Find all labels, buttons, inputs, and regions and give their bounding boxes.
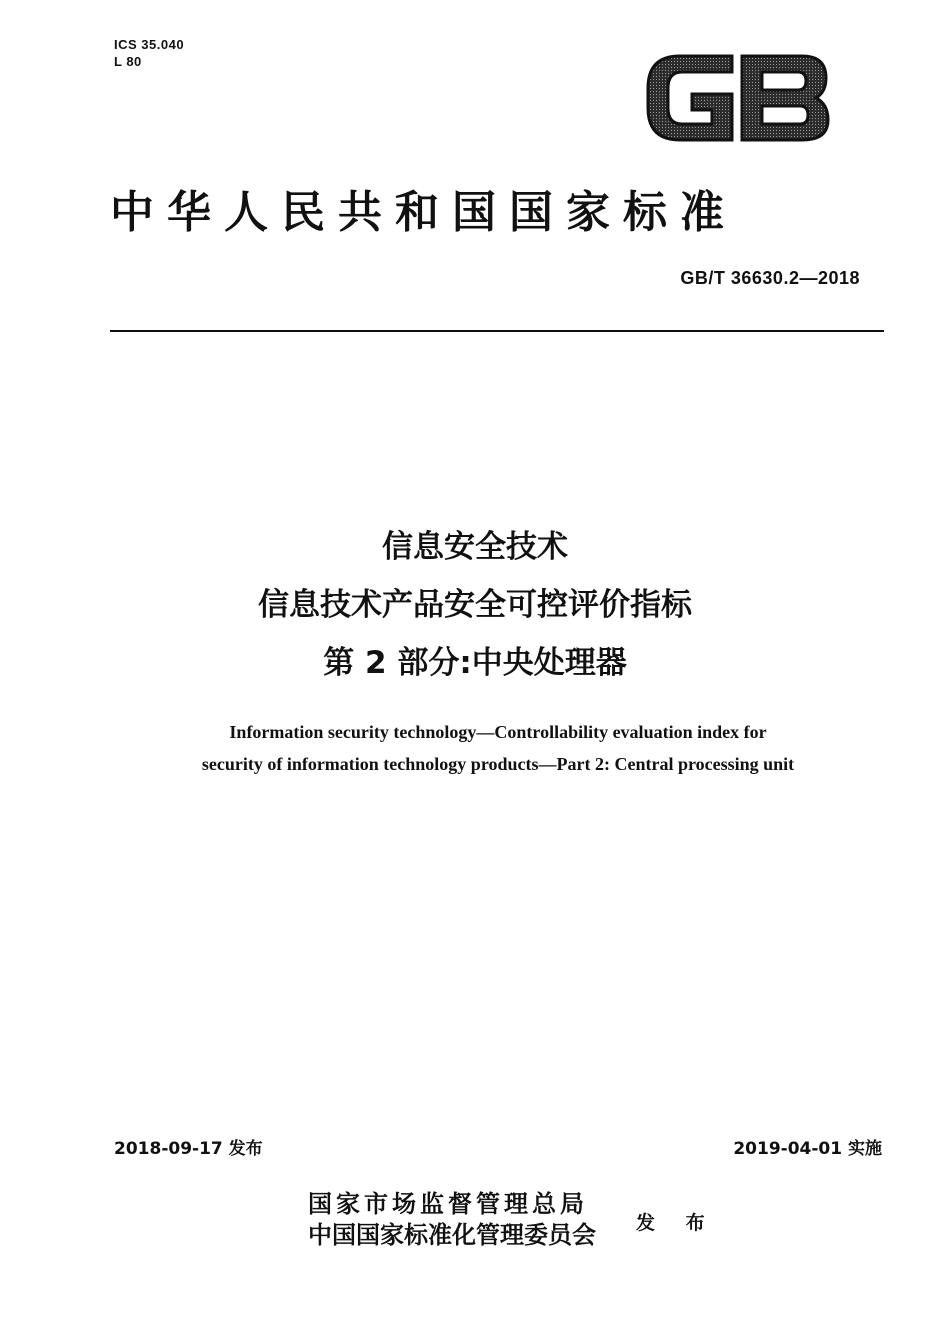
gb-logo (640, 48, 836, 148)
issue-date: 2018-09-17 发布 (114, 1139, 263, 1159)
standard-number: GB/T 36630.2—2018 (680, 268, 860, 288)
cn-title-line-3: 第 2 部分:中央处理器 (323, 645, 627, 681)
cn-title-line-2: 信息技术产品安全可控评价指标 (258, 587, 692, 623)
ccs-code: L 80 (114, 54, 142, 69)
cn-title-line-1: 信息安全技术 (382, 529, 568, 565)
en-title-line-2: security of information technology products—Part 2: Central processing unit (201, 754, 795, 774)
ics-code: ICS 35.040 (114, 37, 185, 52)
publishers (308, 1188, 596, 1250)
english-title (0, 716, 950, 780)
classification-codes (114, 36, 184, 70)
chinese-title (0, 518, 950, 692)
publisher-samr: 国家市场监督管理总局 (308, 1189, 588, 1218)
svg-text:GB: GB (738, 107, 741, 109)
publisher-sac: 中国国家标准化管理委员会 (308, 1220, 596, 1249)
en-title-line-1: Information security technology—Controllability evaluation index for (229, 722, 767, 742)
header-divider (110, 330, 884, 332)
publish-label: 发 布 (636, 1212, 717, 1234)
national-standard-title: 中华人民共和国国家标准 (110, 187, 737, 238)
implementation-date: 2019-04-01 实施 (733, 1139, 882, 1159)
